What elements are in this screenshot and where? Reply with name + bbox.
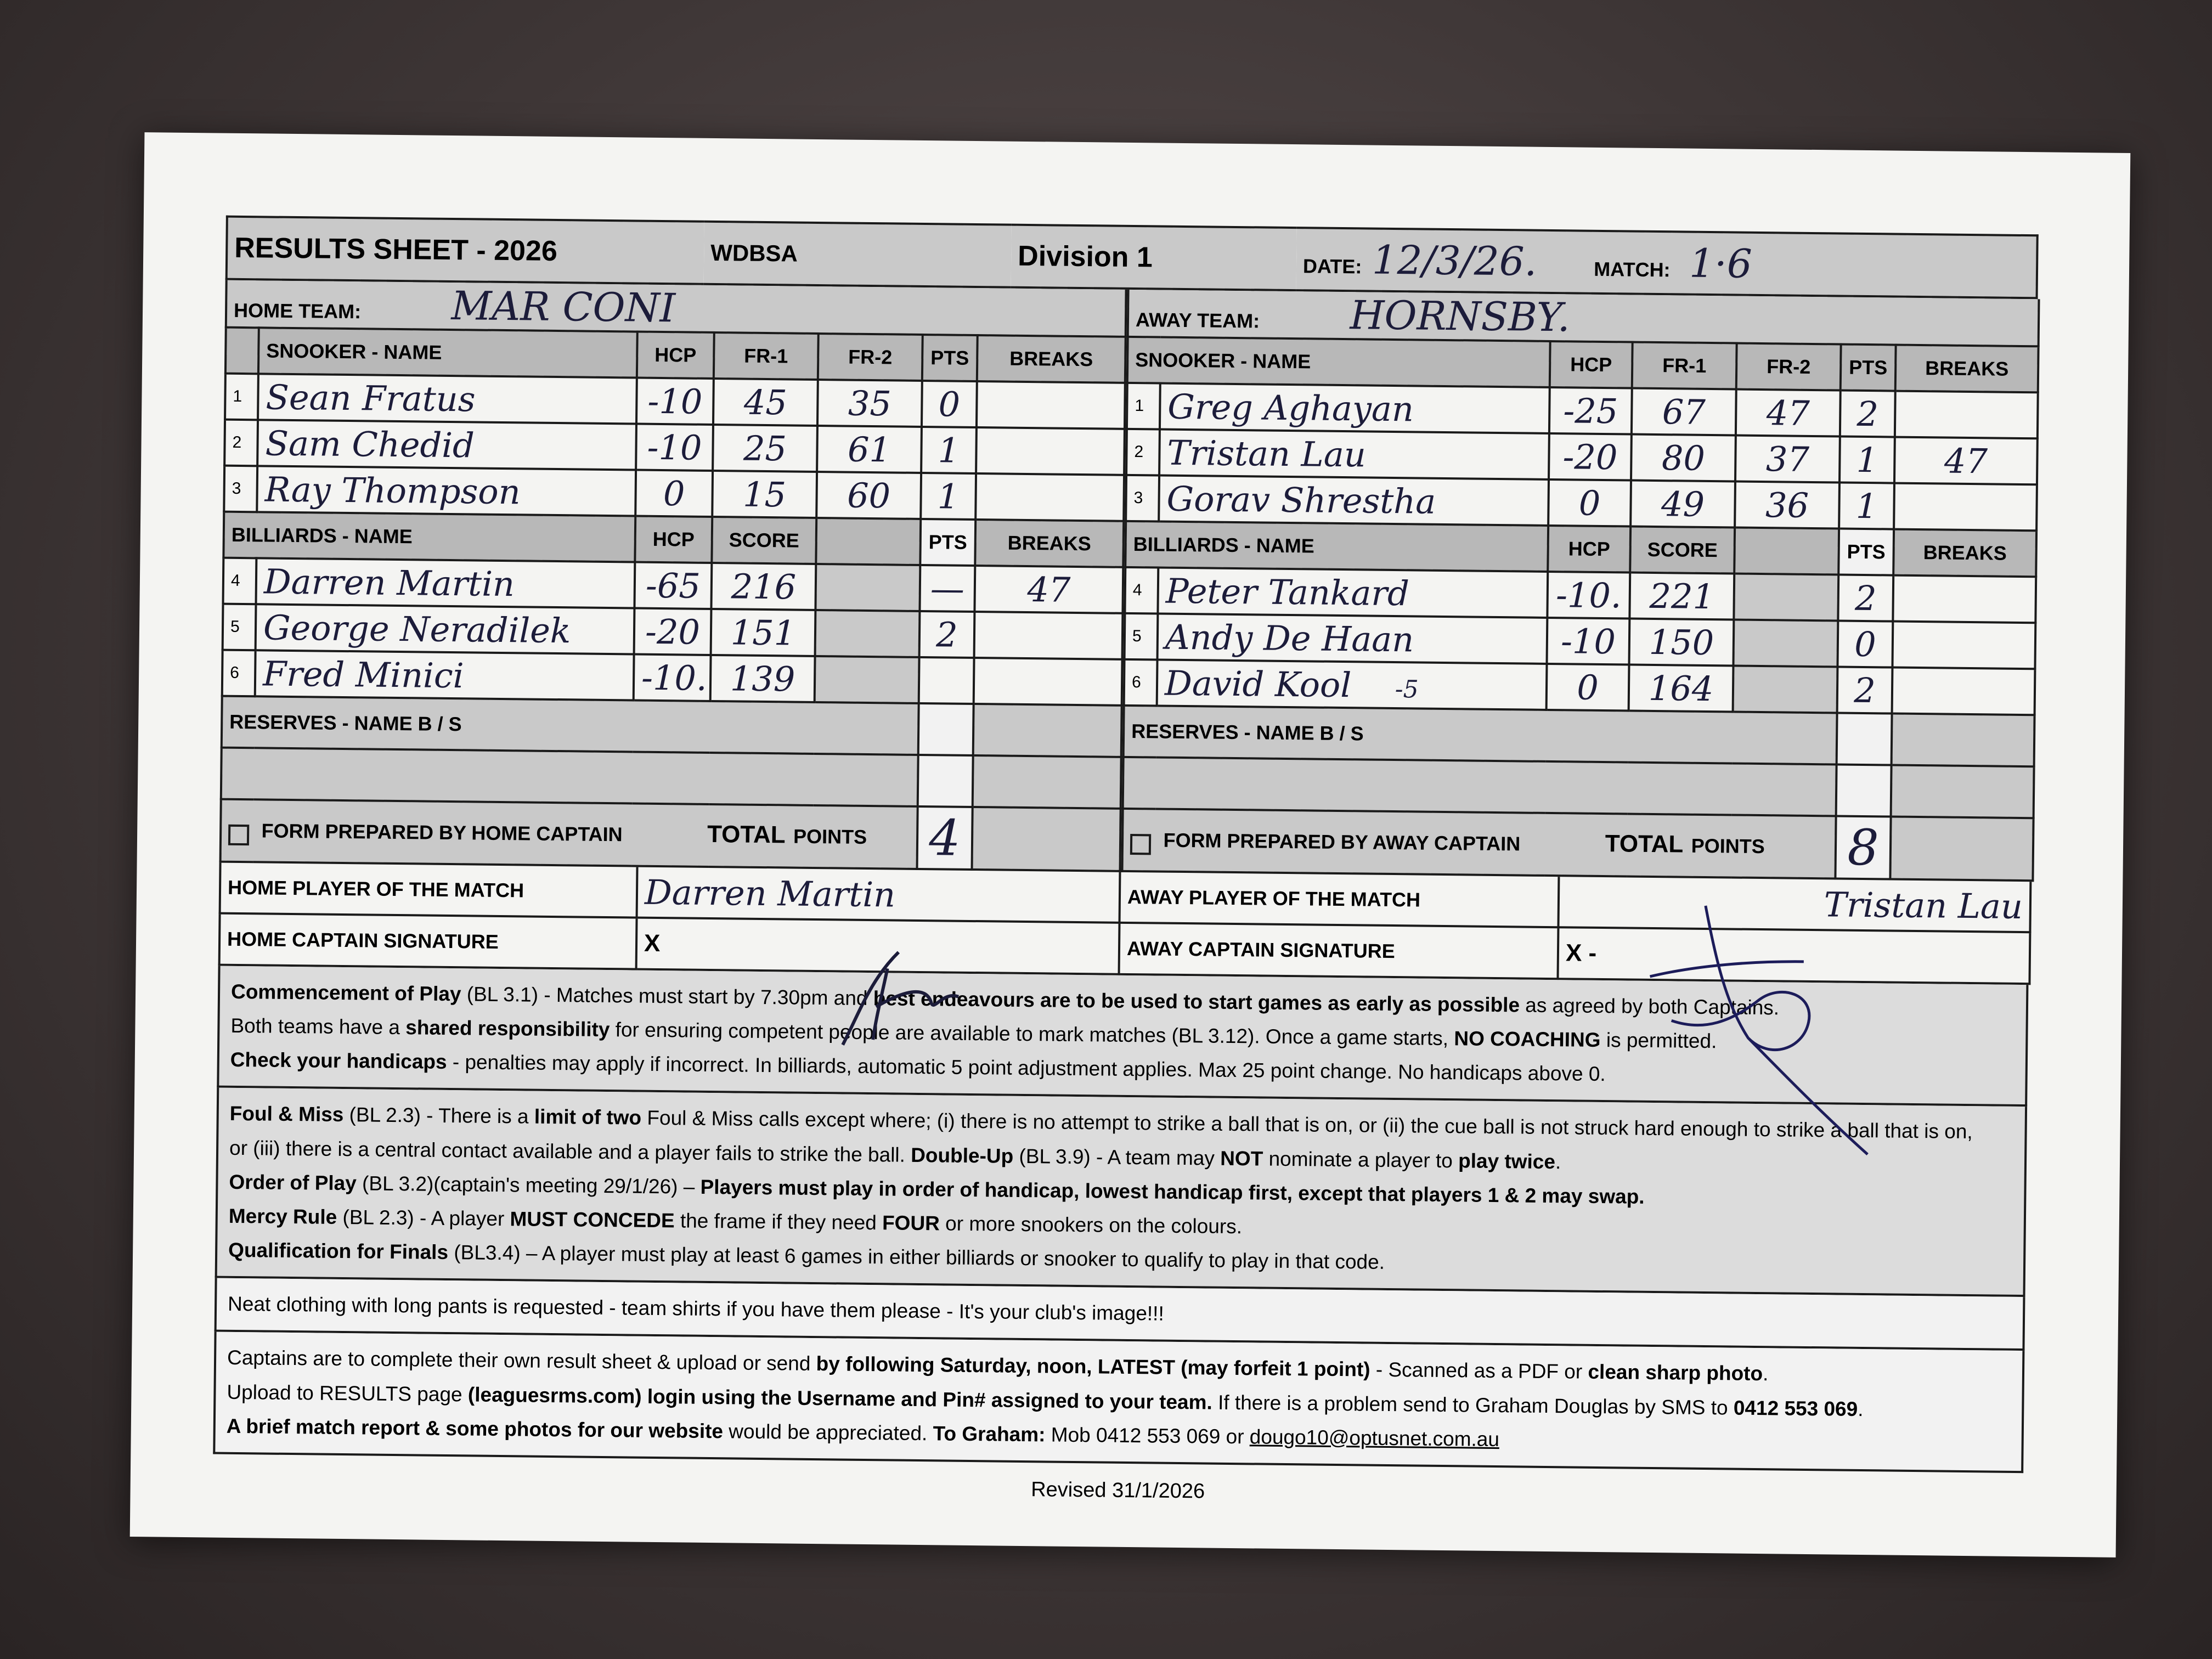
rule-text: . <box>1858 1397 1864 1420</box>
blank-cell <box>815 610 920 657</box>
row-number: 1 <box>225 374 258 420</box>
frame1-score: 49 <box>1630 481 1735 528</box>
reserves-breaks-cell <box>973 704 1122 757</box>
results-sheet <box>213 216 2036 1512</box>
handicap: -65 <box>634 562 712 609</box>
breaks <box>976 427 1125 475</box>
frame2-score: 47 <box>1736 390 1841 437</box>
score: 150 <box>1629 619 1734 666</box>
player-name: David Kool <box>1164 663 1352 705</box>
rule-text: MUST CONCEDE <box>510 1207 675 1232</box>
away-total-points: 8 <box>1835 816 1891 879</box>
player-name: George Neradilek <box>256 604 635 654</box>
row-number: 2 <box>1126 429 1160 476</box>
home-snooker-breaks-header: BREAKS <box>977 335 1126 383</box>
home-reserves-row-2 <box>221 748 1121 809</box>
home-total-blank <box>972 807 1121 871</box>
reserves-entry <box>221 748 918 806</box>
home-billiards-hcp-header: HCP <box>635 516 712 563</box>
rule-text: (BL 3.2)(captain's meeting 29/1/26) – <box>356 1172 701 1198</box>
rule-text: Players must play in order of handicap, lowest handicap first, except that players 1 & 2 may swap. <box>700 1175 1645 1208</box>
rule-text: by following Saturday, noon, LATEST (may forfeit 1 point) <box>816 1352 1370 1381</box>
home-snooker-fr2-header: FR-2 <box>818 334 923 381</box>
home-team-table <box>219 280 1127 872</box>
away-potm-label: AWAY PLAYER OF THE MATCH <box>1120 872 1559 927</box>
rule-text: is permitted. <box>1600 1029 1717 1053</box>
reserves-pts-cell <box>1837 713 1892 765</box>
rule-text: (BL 2.3) - A player <box>337 1205 510 1231</box>
away-snooker-name-header: SNOOKER - NAME <box>1127 337 1550 387</box>
away-form-checkbox[interactable] <box>1130 834 1151 855</box>
rule-text: nominate a player to <box>1263 1147 1459 1172</box>
player-name: Tristan Lau <box>1159 430 1549 479</box>
frame2-score: 60 <box>816 472 921 519</box>
rule-text: Neat clothing with long pants is requested - team shirts if you have them please - It's your club's image!!! <box>227 1293 1164 1325</box>
date-label: DATE: <box>1302 255 1362 278</box>
away-snooker-hcp-header: HCP <box>1550 341 1633 388</box>
rule-text: Both teams have a <box>230 1014 406 1039</box>
row-number: 5 <box>1125 613 1158 660</box>
player-name: Greg Aghayan <box>1160 383 1550 433</box>
reserves-pts-cell <box>1836 764 1892 816</box>
home-potm-name: Darren Martin <box>637 867 1120 923</box>
results-sheet-paper <box>130 132 2131 1558</box>
row-number: 6 <box>222 650 256 697</box>
reserves-entry <box>1123 757 1837 816</box>
away-billiards-hcp-header: HCP <box>1548 526 1630 573</box>
handicap: -10 <box>636 378 714 425</box>
frame2-score: 36 <box>1735 482 1839 529</box>
home-billiards-pts-header: PTS <box>920 519 975 566</box>
rule-text: Mob 0412 553 069 or <box>1045 1423 1250 1448</box>
home-snooker-fr1-header: FR-1 <box>714 332 819 380</box>
away-form-label: FORM PREPARED BY AWAY CAPTAIN <box>1163 828 1521 855</box>
teams-section <box>219 280 2036 882</box>
away-billiards-breaks-header: BREAKS <box>1893 529 2036 577</box>
rule-text: the frame if they need <box>674 1209 883 1234</box>
points: 2 <box>1837 667 1893 713</box>
frame2-score: 35 <box>817 380 922 427</box>
handicap-note: -5 <box>1395 675 1419 703</box>
away-potm-name: Tristan Lau <box>1558 877 2030 932</box>
rule-text: as agreed by both Captains. <box>1519 994 1780 1019</box>
rule-text: would be appreciated. <box>723 1420 933 1445</box>
home-billiards-name-header: BILLIARDS - NAME <box>223 512 635 562</box>
rule-text: Order of Play <box>229 1170 357 1195</box>
away-billiards-blank-header <box>1734 528 1839 575</box>
rule-text: Check your handicaps <box>230 1048 447 1074</box>
home-team-name: MAR CONI <box>451 282 676 331</box>
points: 1 <box>921 427 977 473</box>
points <box>919 657 974 704</box>
match-value: 1·6 <box>1689 240 1753 287</box>
rule-text: or more snookers on the colours. <box>939 1212 1243 1238</box>
points: 2 <box>1840 391 1895 437</box>
rules-block-2 <box>215 1088 2027 1297</box>
frame1-score: 45 <box>713 379 818 426</box>
handicap: 0 <box>1548 479 1631 527</box>
points: 2 <box>1838 574 1893 621</box>
rule-text: (BL 2.3) - There is a <box>343 1103 535 1128</box>
rule-text: Double-Up <box>911 1143 1014 1167</box>
player-name-cell <box>1157 660 1547 710</box>
reserves-pts-cell <box>918 755 973 807</box>
home-snooker-name-header: SNOOKER - NAME <box>258 328 637 377</box>
rule-text: Foul & Miss calls except where; (i) there is no attempt to strike a ball that is on, or (ii) the cue ball is not struck hard enough to strike a ball that is on, <box>641 1107 1973 1143</box>
association-name: WDBSA <box>704 222 1012 287</box>
player-name: Gorav Shrestha <box>1159 476 1549 526</box>
rule-text: - Scanned as a PDF or <box>1370 1358 1588 1384</box>
date-value: 12/3/26. <box>1372 236 1537 285</box>
score: 216 <box>711 563 816 610</box>
points: — <box>919 565 975 612</box>
row-number: 2 <box>224 420 258 466</box>
date-match-cell <box>1296 228 2038 298</box>
home-form-total-cell <box>221 799 918 869</box>
signature-table <box>218 863 2032 985</box>
away-reserves-row-2 <box>1123 757 2034 818</box>
player-name: Darren Martin <box>256 558 635 608</box>
score: 139 <box>710 655 815 702</box>
away-signature-cell <box>1558 927 2030 984</box>
row-number: 6 <box>1124 659 1158 706</box>
rule-text: - penalties may apply if incorrect. In billiards, automatic 5 point adjustment applies. Max 25 point change. No handicaps above 0. <box>447 1051 1606 1086</box>
blank-cell <box>815 656 919 703</box>
away-form-total-cell <box>1122 809 1836 879</box>
score: 221 <box>1629 573 1734 620</box>
handicap: 0 <box>635 470 713 517</box>
away-total-row <box>1122 809 2034 881</box>
away-signature-label: AWAY CAPTAIN SIGNATURE <box>1119 923 1559 979</box>
match-label: MATCH: <box>1594 257 1671 281</box>
row-number: 4 <box>1125 567 1158 614</box>
rule-text: (BL3.4) – A player must play at least 6 games in either billiards or snooker to qualify to play in that code. <box>448 1241 1385 1273</box>
home-billiards-blank-header <box>816 518 921 565</box>
away-reserves-row <box>1124 706 2035 766</box>
rule-text: clean sharp photo <box>1588 1361 1763 1385</box>
rule-text: best endeavours are to be used to start games as early as possible <box>873 987 1520 1017</box>
breaks <box>974 658 1122 706</box>
handicap: -10. <box>1547 572 1630 619</box>
frame1-score: 80 <box>1631 435 1736 482</box>
points: 2 <box>919 611 975 658</box>
points: 0 <box>1838 620 1893 667</box>
breaks <box>1893 575 2036 623</box>
home-billiards-score-header: SCORE <box>712 517 816 564</box>
away-team-table <box>1121 290 2040 882</box>
home-snooker-hcp-header: HCP <box>637 332 714 379</box>
frame1-score: 67 <box>1632 388 1736 436</box>
rule-text: for ensuring competent people are available to mark matches (BL 3.12). Once a game starts, <box>610 1018 1454 1050</box>
blank-cell <box>1734 574 1838 621</box>
row-number: 5 <box>223 604 256 651</box>
home-signature-cell <box>636 918 1120 974</box>
home-reserves-row <box>222 696 1122 757</box>
handicap: -10. <box>634 654 711 701</box>
reserves-breaks-cell <box>1892 714 2035 767</box>
rule-text[interactable]: dougo10@optusnet.com.au <box>1249 1425 1500 1451</box>
away-snooker-fr2-header: FR-2 <box>1736 343 1841 391</box>
away-billiards-name-header: BILLIARDS - NAME <box>1125 521 1548 572</box>
rule-text: play twice <box>1458 1149 1556 1173</box>
home-signature-x: X <box>644 929 661 957</box>
breaks <box>1894 483 2037 531</box>
away-signature-x: X - <box>1565 939 1597 967</box>
handicap: -10 <box>636 424 713 471</box>
player-name: Ray Thompson <box>257 466 636 516</box>
rules-block-1 <box>217 966 2028 1107</box>
away-team-name: HORNSBY. <box>1350 292 1571 341</box>
rule-line <box>228 1287 2012 1340</box>
home-snooker-pts-header: PTS <box>922 335 978 381</box>
breaks <box>974 612 1123 659</box>
blank-cell <box>1734 620 1838 667</box>
home-potm-label: HOME PLAYER OF THE MATCH <box>220 863 637 918</box>
away-billiards-pts-header: PTS <box>1838 528 1894 575</box>
row-number: 3 <box>1126 475 1159 522</box>
rule-text: To Graham: <box>933 1422 1046 1446</box>
row-number: 3 <box>224 466 257 512</box>
blank-cell <box>1733 665 1838 713</box>
rule-text: FOUR <box>882 1211 940 1235</box>
rule-text: shared responsibility <box>405 1016 610 1041</box>
rule-text: NO COACHING <box>1454 1027 1601 1052</box>
breaks <box>975 473 1124 521</box>
rule-text: A brief match report & some photos for our website <box>226 1414 724 1443</box>
rule-text: or (iii) there is a central contact available and a player fails to strike the ball. <box>229 1136 911 1166</box>
home-total-label: TOTAL <box>707 821 786 849</box>
handicap: 0 <box>1547 664 1629 711</box>
home-form-checkbox[interactable] <box>228 825 249 845</box>
breaks <box>1895 391 2038 439</box>
reserves-breaks-cell <box>1891 765 2034 819</box>
player-name: Fred Minici <box>255 650 634 700</box>
points: 1 <box>921 473 976 520</box>
rule-text: (leaguesrms.com) login using the Username and Pin# assigned to your team. <box>467 1383 1213 1414</box>
player-name: Andy De Haan <box>1158 614 1548 664</box>
rule-text: 0412 553 069 <box>1733 1396 1858 1420</box>
reserves-breaks-cell <box>973 755 1121 809</box>
breaks <box>1892 622 2035 669</box>
home-form-label: FORM PREPARED BY HOME CAPTAIN <box>261 819 623 846</box>
handicap: -25 <box>1549 387 1632 435</box>
row-number: 1 <box>1127 383 1160 430</box>
score: 164 <box>1629 665 1734 712</box>
home-points-label: POINTS <box>793 825 867 849</box>
handicap: -20 <box>634 608 712 655</box>
frame1-score: 15 <box>712 471 817 518</box>
rule-text: (BL 3.9) - A team may <box>1013 1144 1221 1170</box>
breaks <box>977 381 1125 429</box>
player-name: Sam Chedid <box>257 420 636 470</box>
rule-text: Mercy Rule <box>228 1204 337 1228</box>
handicap: -20 <box>1549 433 1632 481</box>
row-number: 4 <box>223 558 257 605</box>
revised-date: Revised 31/1/2026 <box>1031 1478 1205 1503</box>
away-reserves-label: RESERVES - NAME B / S <box>1124 706 1837 765</box>
division-label: Division 1 <box>1011 225 1297 290</box>
rule-text: NOT <box>1220 1147 1263 1170</box>
rule-text: Foul & Miss <box>229 1102 344 1126</box>
home-total-row <box>221 799 1121 871</box>
away-snooker-fr1-header: FR-1 <box>1632 342 1737 390</box>
player-name: Peter Tankard <box>1158 568 1548 618</box>
away-snooker-breaks-header: BREAKS <box>1895 345 2039 393</box>
away-total-blank <box>1890 817 2033 881</box>
reserves-pts-cell <box>918 703 974 755</box>
rule-text: If there is a problem send to Graham Douglas by SMS to <box>1212 1391 1734 1419</box>
score: 151 <box>711 609 816 656</box>
rules-block-4 <box>213 1332 2024 1473</box>
rule-text: Qualification for Finals <box>228 1238 449 1264</box>
home-signature-label: HOME CAPTAIN SIGNATURE <box>219 913 637 969</box>
away-team-label: AWAY TEAM: <box>1135 308 1260 332</box>
frame1-score: 25 <box>713 425 817 472</box>
home-reserves-label: RESERVES - NAME B / S <box>222 696 919 755</box>
rule-text: (BL 3.1) - Matches must start by 7.30pm and <box>461 983 873 1010</box>
home-total-points: 4 <box>917 806 973 870</box>
points: 1 <box>1839 483 1894 529</box>
rule-text: . <box>1762 1362 1769 1385</box>
rule-text: Captains are to complete their own result sheet & upload or send <box>227 1346 816 1375</box>
away-billiards-score-header: SCORE <box>1630 527 1735 574</box>
breaks: 47 <box>1894 437 2038 485</box>
away-points-label: POINTS <box>1691 834 1765 858</box>
away-snooker-pts-header: PTS <box>1841 345 1896 391</box>
handicap: -10 <box>1547 618 1630 665</box>
rule-text: Commencement of Play <box>230 980 461 1006</box>
breaks <box>1892 668 2035 715</box>
rule-text: limit of two <box>534 1105 642 1130</box>
rule-text: Upload to RESULTS page <box>227 1380 469 1406</box>
frame2-score: 61 <box>817 426 922 473</box>
breaks: 47 <box>974 566 1123 613</box>
rule-text: . <box>1555 1150 1561 1173</box>
away-total-label: TOTAL <box>1605 830 1684 858</box>
points: 0 <box>922 381 977 427</box>
blank-cell <box>815 564 920 611</box>
player-name: Sean Fratus <box>258 374 637 424</box>
points: 1 <box>1839 437 1895 483</box>
sheet-title: RESULTS SHEET - 2026 <box>227 217 704 284</box>
home-billiards-breaks-header: BREAKS <box>975 520 1124 567</box>
home-team-label: HOME TEAM: <box>233 298 362 323</box>
frame2-score: 37 <box>1735 436 1840 483</box>
